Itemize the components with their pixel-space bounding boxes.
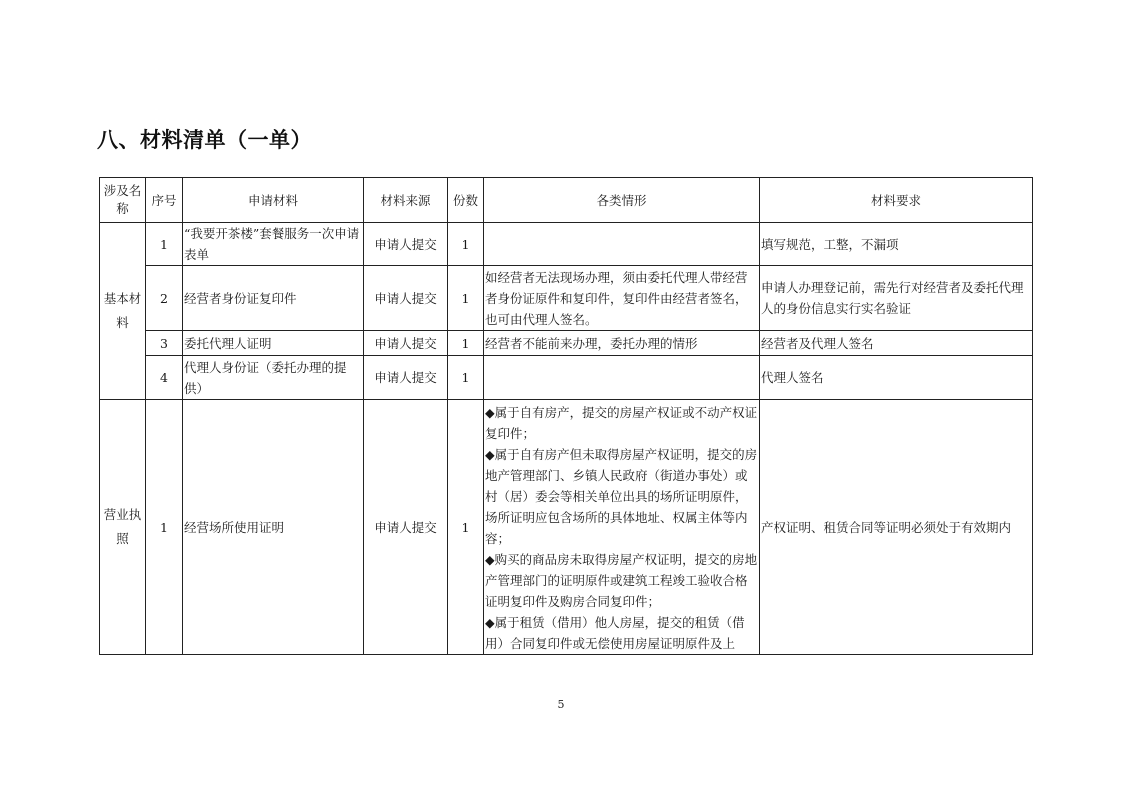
situation-item: ◆属于自有房产，提交的房屋产权证或不动产权证复印件； — [485, 405, 758, 441]
table-row — [100, 331, 1033, 356]
table-row — [100, 223, 1033, 266]
row-requirement: 填写规范，工整，不漏项 — [760, 223, 1033, 266]
row-count: 1 — [448, 266, 484, 331]
row-source: 申请人提交 — [364, 223, 448, 266]
row-no: 1 — [146, 400, 183, 655]
row-requirement: 产权证明、租赁合同等证明必须处于有效期内 — [760, 400, 1033, 655]
col-header-situation: 各类情形 — [484, 178, 760, 223]
row-requirement: 经营者及代理人签名 — [760, 331, 1033, 356]
col-header-material: 申请材料 — [183, 178, 364, 223]
col-header-no: 序号 — [146, 178, 183, 223]
row-count: 1 — [448, 400, 484, 655]
row-material: “我要开茶楼”套餐服务一次申请表单 — [183, 223, 364, 266]
col-header-count: 份数 — [448, 178, 484, 223]
row-situation-list — [484, 400, 760, 655]
row-requirement: 申请人办理登记前，需先行对经营者及委托代理人的身份信息实行实名验证 — [760, 266, 1033, 331]
col-header-requirement: 材料要求 — [760, 178, 1033, 223]
row-no: 4 — [146, 356, 183, 400]
row-count: 1 — [448, 356, 484, 400]
group-name-basic: 基本材料 — [100, 223, 146, 400]
row-material: 经营场所使用证明 — [183, 400, 364, 655]
table-row — [100, 356, 1033, 400]
row-requirement: 代理人签名 — [760, 356, 1033, 400]
situation-item: ◆购买的商品房未取得房屋产权证明，提交的房地产管理部门的证明原件或建筑工程竣工验收合格证明复印件及购房合同复印件； — [485, 552, 758, 609]
situation-item: ◆属于自有房产但未取得房屋产权证明，提交的房地产管理部门、乡镇人民政府（街道办事处）或村（居）委会等相关单位出具的场所证明原件，场所证明应包含场所的具体地址、权属主体等内容； — [485, 447, 758, 546]
row-situation: 如经营者无法现场办理，须由委托代理人带经营者身份证原件和复印件，复印件由经营者签名，也可由代理人签名。 — [484, 266, 760, 331]
row-no: 1 — [146, 223, 183, 266]
row-situation — [484, 223, 760, 266]
row-situation: 经营者不能前来办理，委托办理的情形 — [484, 331, 760, 356]
row-count: 1 — [448, 223, 484, 266]
row-no: 3 — [146, 331, 183, 356]
row-situation — [484, 356, 760, 400]
row-count: 1 — [448, 331, 484, 356]
col-header-category: 涉及名称 — [100, 178, 146, 223]
col-header-source: 材料来源 — [364, 178, 448, 223]
row-no: 2 — [146, 266, 183, 331]
row-source: 申请人提交 — [364, 266, 448, 331]
row-source: 申请人提交 — [364, 400, 448, 655]
page-number: 5 — [557, 698, 565, 711]
row-material: 经营者身份证复印件 — [183, 266, 364, 331]
row-material: 委托代理人证明 — [183, 331, 364, 356]
section-heading: 八、材料清单（一单） — [97, 128, 312, 152]
table-row — [100, 266, 1033, 331]
row-source: 申请人提交 — [364, 356, 448, 400]
table-header-row — [100, 178, 1033, 223]
row-source: 申请人提交 — [364, 331, 448, 356]
row-material: 代理人身份证（委托办理的提供） — [183, 356, 364, 400]
group-name-license: 营业执照 — [100, 400, 146, 655]
situation-item: ◆属于租赁（借用）他人房屋，提交的租赁（借用）合同复印件或无偿使用房屋证明原件及上 — [485, 615, 745, 651]
materials-table — [99, 177, 1033, 655]
table-row — [100, 400, 1033, 655]
